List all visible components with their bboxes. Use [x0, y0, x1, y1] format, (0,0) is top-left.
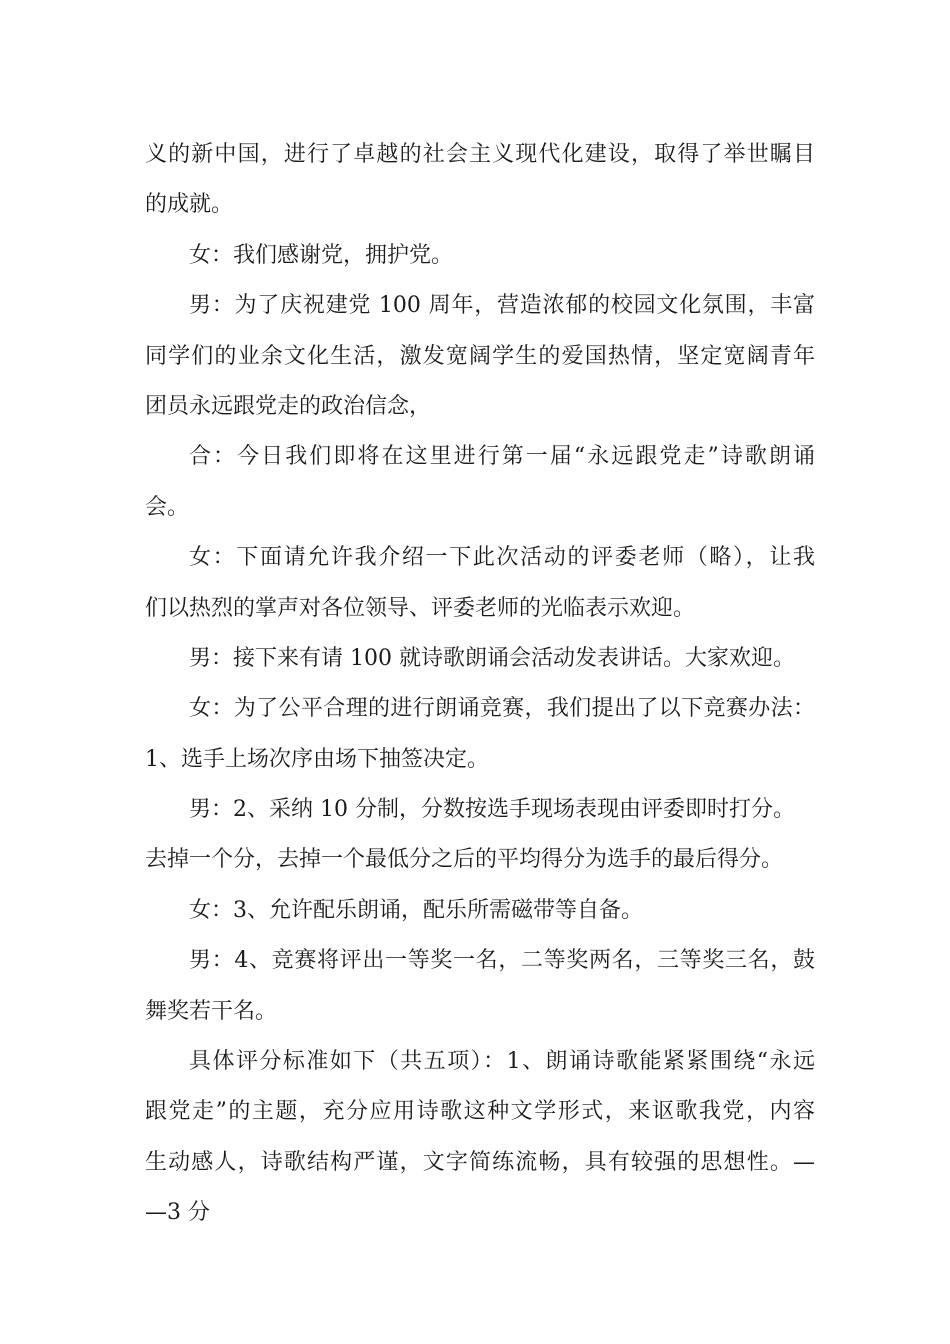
text-line: 1、选手上场次序由场下抽签决定。	[145, 746, 489, 772]
text-line: 跟党走”的主题，充分应用诗歌这种文学形式，来讴歌我党，内容	[145, 1099, 815, 1125]
text-line: 舞奖若干名。	[145, 998, 278, 1024]
text-line: 团员永远跟党走的政治信念，	[145, 393, 432, 419]
text-line: 具体评分标准如下（共五项）：1、朗诵诗歌能紧紧围绕“永远	[189, 1049, 815, 1075]
text-line: 女：下面请允许我介绍一下此次活动的评委老师（略），让我	[189, 545, 815, 571]
text-line: 男：2、采纳 10 分制，分数按选手现场表现由评委即时打分。	[189, 797, 795, 823]
text-line: 的成就。	[145, 192, 234, 218]
text-line: —3 分	[145, 1200, 210, 1226]
text-line: 义的新中国，进行了卓越的社会主义现代化建设，取得了举世瞩目	[145, 142, 815, 167]
text-line: 生动感人，诗歌结构严谨，文字简练流畅，具有较强的思想性。—	[145, 1149, 815, 1175]
text-line: 女：我们感谢党，拥护党。	[189, 242, 454, 268]
text-line: 会。	[145, 494, 190, 520]
text-line: 男：为了庆祝建党 100 周年，营造浓郁的校园文化氛围，丰富	[189, 293, 815, 319]
text-line: 们以热烈的掌声对各位领导、评委老师的光临表示欢迎。	[145, 595, 696, 621]
text-line: 男：接下来有请 100 就诗歌朗诵会活动发表讲话。大家欢迎。	[189, 645, 795, 671]
text-line: 女：为了公平合理的进行朗诵竞赛，我们提出了以下竞赛办法：	[189, 696, 815, 722]
document-body	[145, 130, 815, 1239]
text-line: 男：4、竞赛将评出一等奖一名，二等奖两名，三等奖三名，鼓	[189, 948, 815, 974]
text-line: 同学们的业余文化生活，激发宽阔学生的爱国热情，坚定宽阔青年	[145, 343, 815, 369]
text-line: 合：今日我们即将在这里进行第一届“永远跟党走”诗歌朗诵	[189, 444, 815, 470]
text-line: 去掉一个分，去掉一个最低分之后的平均得分为选手的最后得分。	[145, 847, 784, 873]
text-line: 女：3、允许配乐朗诵，配乐所需磁带等自备。	[189, 897, 643, 923]
